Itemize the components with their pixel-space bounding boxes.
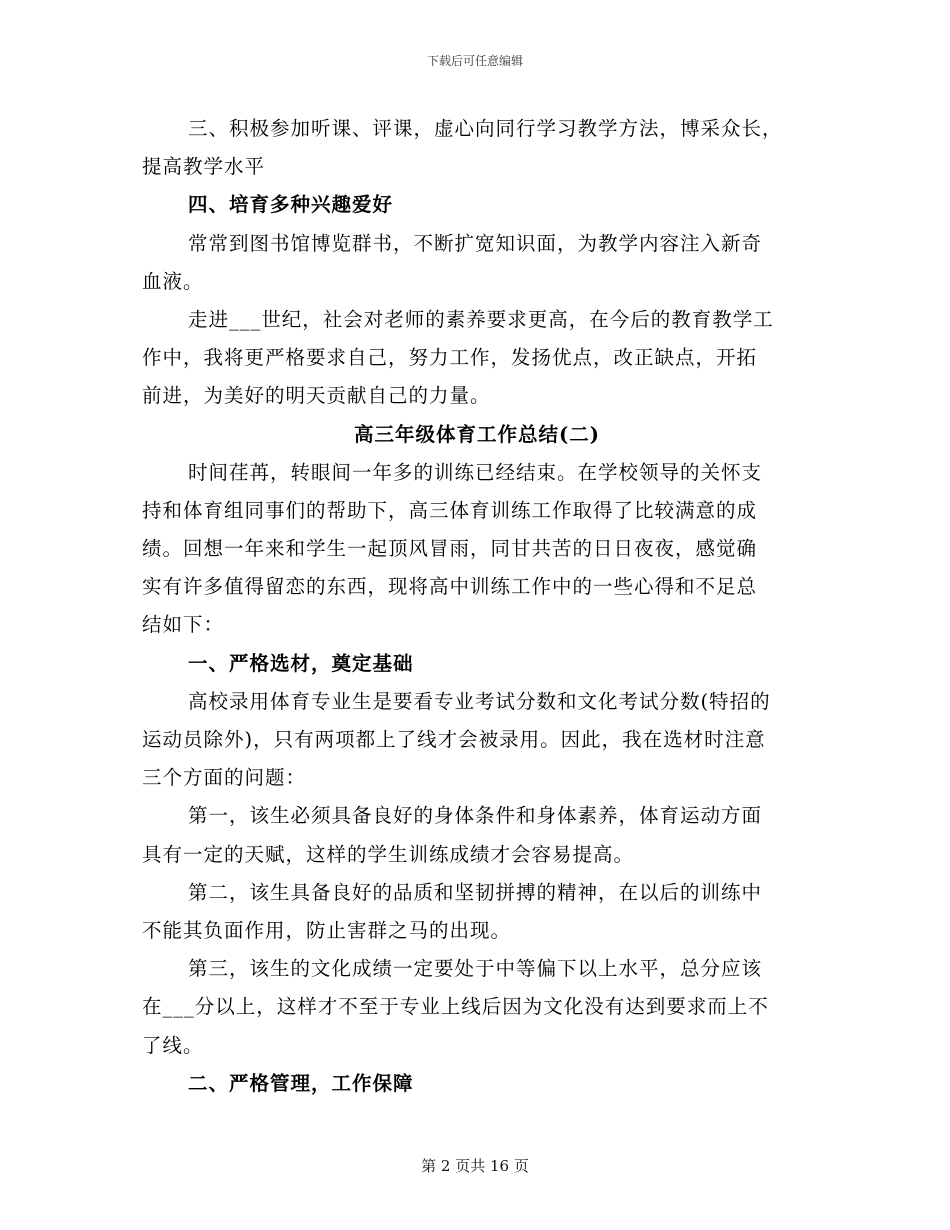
paragraph-line: 第三，该生的文化成绩一定要处于中等偏下以上水平，总分应该 — [188, 957, 763, 981]
paragraph-line: 常常到图书馆博览群书，不断扩宽知识面，为教学内容注入新奇 — [188, 231, 763, 255]
section-title: 高三年级体育工作总结(二) — [354, 422, 600, 446]
paragraph-line: 了线。 — [142, 1033, 204, 1057]
section-heading: 一、严格选材，奠定基础 — [188, 651, 414, 675]
paragraph-line: 运动员除外)，只有两项都上了线才会被录用。因此，我在选材时注意 — [142, 728, 766, 751]
section-heading: 四、培育多种兴趣爱好 — [188, 193, 394, 217]
page-header: 下载后可任意编辑 — [426, 54, 523, 68]
document-body — [142, 110, 812, 1103]
paragraph-line: 作中，我将更严格要求自己，努力工作，发扬优点，改正缺点，开拓 — [142, 346, 758, 370]
paragraph-line: 提高教学水平 — [142, 155, 266, 179]
paragraph-line: 在___分以上，这样才不至于专业上线后因为文化没有达到要求而上不 — [142, 995, 769, 1019]
paragraph-line: 第一，该生必须具备良好的身体条件和身体素养，体育运动方面 — [188, 804, 763, 828]
paragraph-line: 前进，为美好的明天贡献自己的力量。 — [142, 384, 491, 408]
page-footer: 第 2 页共 16 页 — [421, 1157, 529, 1175]
paragraph-line: 走进___世纪，社会对老师的素养要求更高，在今后的教育教学工 — [188, 307, 774, 331]
paragraph-line: 实有许多值得留恋的东西，现将高中训练工作中的一些心得和不足总 — [142, 575, 758, 599]
paragraph-line: 高校录用体育专业生是要看专业考试分数和文化考试分数(特招的 — [188, 689, 771, 713]
paragraph-line: 结如下： — [142, 613, 225, 637]
paragraph-line: 绩。回想一年来和学生一起顶风冒雨，同甘共苦的日日夜夜，感觉确 — [142, 537, 758, 561]
section-heading: 二、严格管理，工作保障 — [188, 1071, 414, 1095]
paragraph-line: 三个方面的问题： — [142, 766, 307, 790]
paragraph-line: 具有一定的天赋，这样的学生训练成绩才会容易提高。 — [142, 842, 635, 866]
paragraph-line: 持和体育组同事们的帮助下，高三体育训练工作取得了比较满意的成 — [142, 498, 758, 522]
paragraph-line: 第二，该生具备良好的品质和坚韧拼搏的精神，在以后的训练中 — [188, 880, 763, 904]
paragraph-line: 血液。 — [142, 269, 204, 293]
paragraph-line: 不能其负面作用，防止害群之马的出现。 — [142, 918, 512, 942]
paragraph-line: 三、积极参加听课、评课，虚心向同行学习教学方法，博采众长， — [188, 117, 783, 140]
paragraph-line: 时间荏苒，转眼间一年多的训练已经结束。在学校领导的关怀支 — [188, 460, 763, 484]
